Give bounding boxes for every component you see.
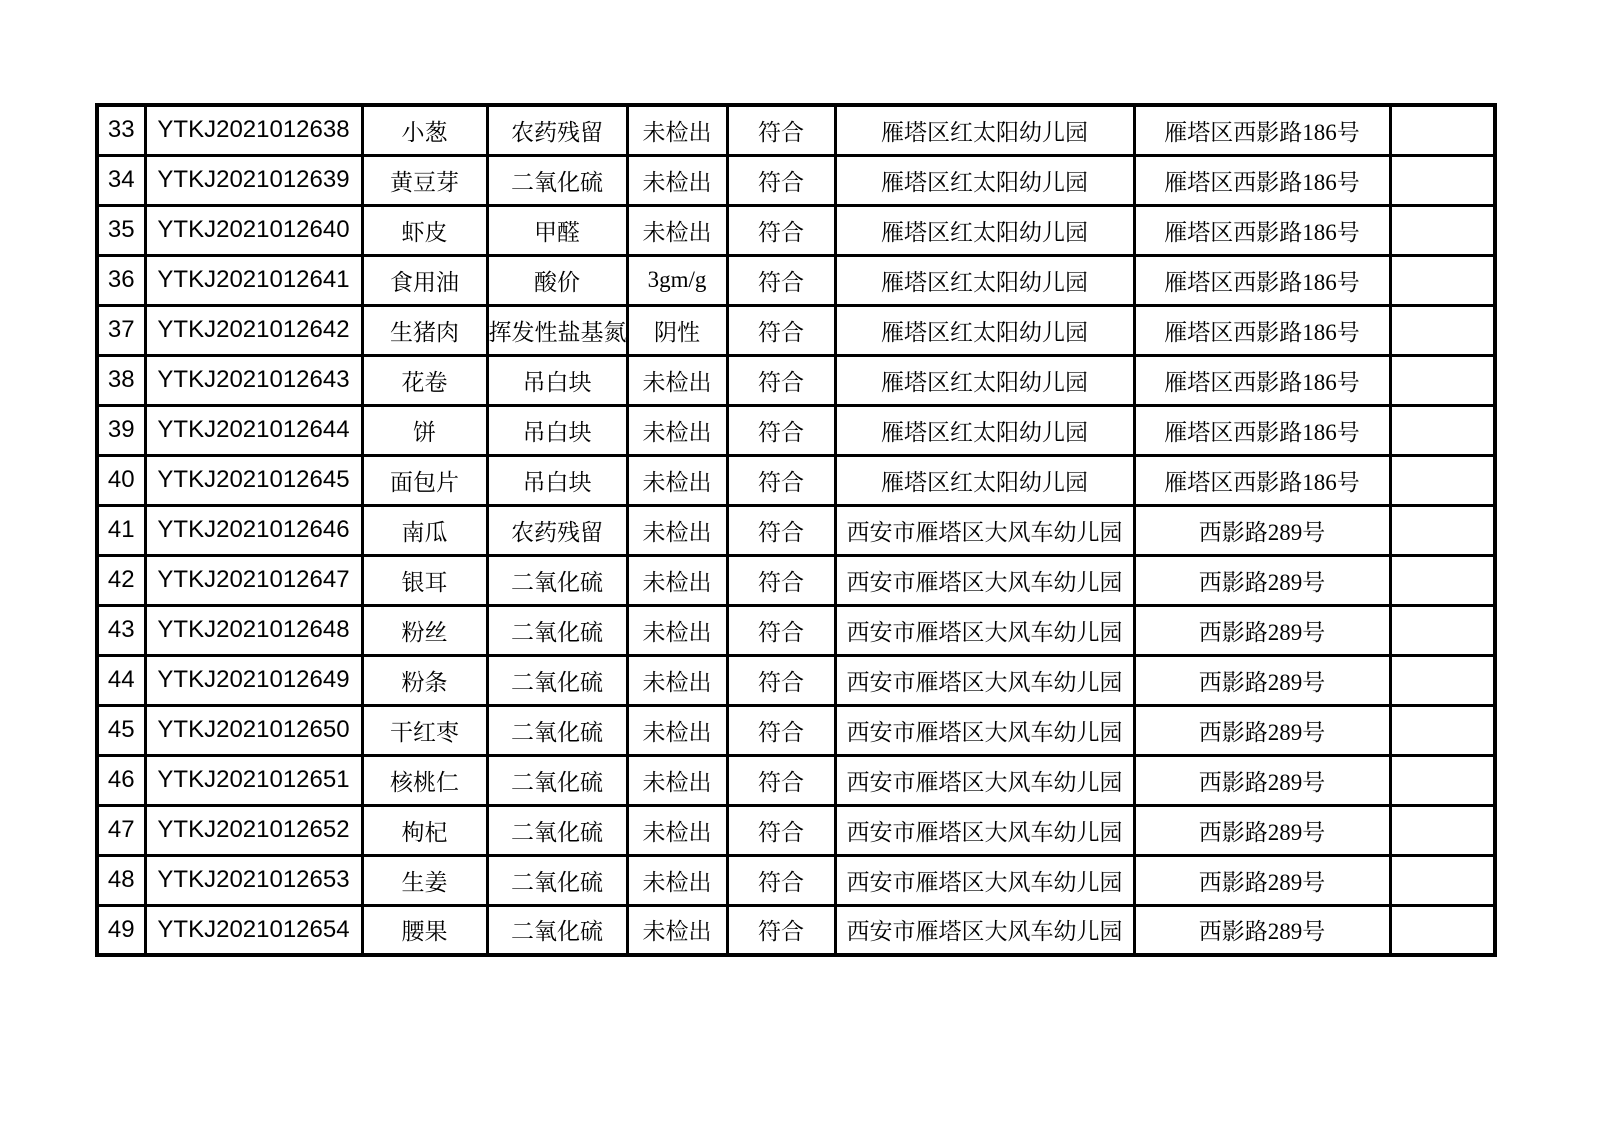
row-number-cell: 39 — [97, 405, 145, 455]
empty-note-cell — [1390, 255, 1495, 305]
sample-id-cell: YTKJ2021012653 — [145, 855, 362, 905]
organization-cell: 雁塔区红太阳幼儿园 — [835, 205, 1134, 255]
sample-id-cell: YTKJ2021012639 — [145, 155, 362, 205]
address-cell: 西影路289号 — [1134, 505, 1390, 555]
address-cell: 西影路289号 — [1134, 555, 1390, 605]
organization-cell: 西安市雁塔区大风车幼儿园 — [835, 705, 1134, 755]
conclusion-cell: 符合 — [727, 905, 835, 955]
test-item-cell: 挥发性盐基氮 — [487, 305, 627, 355]
sample-id-cell: YTKJ2021012649 — [145, 655, 362, 705]
row-number-cell: 49 — [97, 905, 145, 955]
row-number-cell: 43 — [97, 605, 145, 655]
test-result-cell: 未检出 — [627, 805, 727, 855]
row-number-cell: 45 — [97, 705, 145, 755]
test-result-cell: 未检出 — [627, 655, 727, 705]
table-row — [97, 555, 1495, 605]
table-row — [97, 805, 1495, 855]
address-cell: 西影路289号 — [1134, 655, 1390, 705]
test-result-cell: 未检出 — [627, 405, 727, 455]
test-item-cell: 二氧化硫 — [487, 605, 627, 655]
test-result-cell: 未检出 — [627, 755, 727, 805]
empty-note-cell — [1390, 705, 1495, 755]
conclusion-cell: 符合 — [727, 205, 835, 255]
organization-cell: 雁塔区红太阳幼儿园 — [835, 105, 1134, 155]
table-body — [97, 105, 1495, 955]
address-cell: 雁塔区西影路186号 — [1134, 155, 1390, 205]
empty-note-cell — [1390, 355, 1495, 405]
address-cell: 雁塔区西影路186号 — [1134, 305, 1390, 355]
organization-cell: 雁塔区红太阳幼儿园 — [835, 455, 1134, 505]
sample-id-cell: YTKJ2021012651 — [145, 755, 362, 805]
empty-note-cell — [1390, 505, 1495, 555]
organization-cell: 西安市雁塔区大风车幼儿园 — [835, 855, 1134, 905]
table-row — [97, 505, 1495, 555]
conclusion-cell: 符合 — [727, 755, 835, 805]
address-cell: 西影路289号 — [1134, 905, 1390, 955]
address-cell: 雁塔区西影路186号 — [1134, 205, 1390, 255]
row-number-cell: 40 — [97, 455, 145, 505]
table-row — [97, 305, 1495, 355]
organization-cell: 雁塔区红太阳幼儿园 — [835, 355, 1134, 405]
organization-cell: 西安市雁塔区大风车幼儿园 — [835, 505, 1134, 555]
conclusion-cell: 符合 — [727, 405, 835, 455]
table-row — [97, 755, 1495, 805]
organization-cell: 西安市雁塔区大风车幼儿园 — [835, 755, 1134, 805]
conclusion-cell: 符合 — [727, 255, 835, 305]
test-result-cell: 未检出 — [627, 705, 727, 755]
test-item-cell: 二氧化硫 — [487, 705, 627, 755]
test-item-cell: 二氧化硫 — [487, 555, 627, 605]
address-cell: 西影路289号 — [1134, 805, 1390, 855]
organization-cell: 雁塔区红太阳幼儿园 — [835, 405, 1134, 455]
table-row — [97, 605, 1495, 655]
test-item-cell: 甲醛 — [487, 205, 627, 255]
sample-id-cell: YTKJ2021012648 — [145, 605, 362, 655]
sample-name-cell: 腰果 — [362, 905, 487, 955]
sample-id-cell: YTKJ2021012654 — [145, 905, 362, 955]
sample-id-cell: YTKJ2021012645 — [145, 455, 362, 505]
sample-name-cell: 黄豆芽 — [362, 155, 487, 205]
test-item-cell: 农药残留 — [487, 505, 627, 555]
sample-name-cell: 粉丝 — [362, 605, 487, 655]
table-row — [97, 705, 1495, 755]
address-cell: 雁塔区西影路186号 — [1134, 105, 1390, 155]
test-result-cell: 未检出 — [627, 455, 727, 505]
empty-note-cell — [1390, 455, 1495, 505]
organization-cell: 雁塔区红太阳幼儿园 — [835, 255, 1134, 305]
conclusion-cell: 符合 — [727, 705, 835, 755]
test-item-cell: 二氧化硫 — [487, 655, 627, 705]
sample-id-cell: YTKJ2021012647 — [145, 555, 362, 605]
address-cell: 西影路289号 — [1134, 855, 1390, 905]
organization-cell: 雁塔区红太阳幼儿园 — [835, 155, 1134, 205]
empty-note-cell — [1390, 305, 1495, 355]
test-result-cell: 阴性 — [627, 305, 727, 355]
conclusion-cell: 符合 — [727, 605, 835, 655]
sample-name-cell: 生猪肉 — [362, 305, 487, 355]
organization-cell: 西安市雁塔区大风车幼儿园 — [835, 555, 1134, 605]
test-result-cell: 未检出 — [627, 555, 727, 605]
conclusion-cell: 符合 — [727, 355, 835, 405]
conclusion-cell: 符合 — [727, 855, 835, 905]
empty-note-cell — [1390, 855, 1495, 905]
organization-cell: 西安市雁塔区大风车幼儿园 — [835, 655, 1134, 705]
sample-name-cell: 粉条 — [362, 655, 487, 705]
empty-note-cell — [1390, 155, 1495, 205]
test-result-cell: 未检出 — [627, 205, 727, 255]
sample-id-cell: YTKJ2021012650 — [145, 705, 362, 755]
sample-id-cell: YTKJ2021012640 — [145, 205, 362, 255]
test-result-cell: 未检出 — [627, 855, 727, 905]
row-number-cell: 36 — [97, 255, 145, 305]
sample-id-cell: YTKJ2021012641 — [145, 255, 362, 305]
organization-cell: 西安市雁塔区大风车幼儿园 — [835, 905, 1134, 955]
address-cell: 西影路289号 — [1134, 705, 1390, 755]
empty-note-cell — [1390, 405, 1495, 455]
empty-note-cell — [1390, 605, 1495, 655]
organization-cell: 西安市雁塔区大风车幼儿园 — [835, 605, 1134, 655]
test-result-cell: 未检出 — [627, 355, 727, 405]
empty-note-cell — [1390, 905, 1495, 955]
sample-id-cell: YTKJ2021012652 — [145, 805, 362, 855]
test-result-cell: 3gm/g — [627, 255, 727, 305]
conclusion-cell: 符合 — [727, 155, 835, 205]
row-number-cell: 41 — [97, 505, 145, 555]
inspection-results-table — [95, 103, 1497, 957]
table-row — [97, 255, 1495, 305]
empty-note-cell — [1390, 205, 1495, 255]
address-cell: 雁塔区西影路186号 — [1134, 405, 1390, 455]
conclusion-cell: 符合 — [727, 455, 835, 505]
test-item-cell: 二氧化硫 — [487, 905, 627, 955]
sample-name-cell: 南瓜 — [362, 505, 487, 555]
address-cell: 雁塔区西影路186号 — [1134, 255, 1390, 305]
empty-note-cell — [1390, 755, 1495, 805]
table-row — [97, 105, 1495, 155]
sample-name-cell: 核桃仁 — [362, 755, 487, 805]
row-number-cell: 38 — [97, 355, 145, 405]
row-number-cell: 46 — [97, 755, 145, 805]
sample-name-cell: 面包片 — [362, 455, 487, 505]
table-row — [97, 455, 1495, 505]
test-item-cell: 酸价 — [487, 255, 627, 305]
organization-cell: 西安市雁塔区大风车幼儿园 — [835, 805, 1134, 855]
empty-note-cell — [1390, 655, 1495, 705]
row-number-cell: 48 — [97, 855, 145, 905]
test-item-cell: 二氧化硫 — [487, 755, 627, 805]
test-item-cell: 二氧化硫 — [487, 855, 627, 905]
test-item-cell: 吊白块 — [487, 455, 627, 505]
table-row — [97, 905, 1495, 955]
conclusion-cell: 符合 — [727, 555, 835, 605]
conclusion-cell: 符合 — [727, 305, 835, 355]
test-result-cell: 未检出 — [627, 505, 727, 555]
sample-name-cell: 枸杞 — [362, 805, 487, 855]
sample-id-cell: YTKJ2021012642 — [145, 305, 362, 355]
test-item-cell: 二氧化硫 — [487, 805, 627, 855]
empty-note-cell — [1390, 555, 1495, 605]
sample-name-cell: 生姜 — [362, 855, 487, 905]
test-item-cell: 二氧化硫 — [487, 155, 627, 205]
empty-note-cell — [1390, 805, 1495, 855]
conclusion-cell: 符合 — [727, 805, 835, 855]
test-item-cell: 吊白块 — [487, 355, 627, 405]
sample-id-cell: YTKJ2021012643 — [145, 355, 362, 405]
sample-name-cell: 虾皮 — [362, 205, 487, 255]
conclusion-cell: 符合 — [727, 655, 835, 705]
conclusion-cell: 符合 — [727, 505, 835, 555]
sample-id-cell: YTKJ2021012644 — [145, 405, 362, 455]
test-result-cell: 未检出 — [627, 905, 727, 955]
row-number-cell: 37 — [97, 305, 145, 355]
test-item-cell: 农药残留 — [487, 105, 627, 155]
organization-cell: 雁塔区红太阳幼儿园 — [835, 305, 1134, 355]
table-row — [97, 855, 1495, 905]
row-number-cell: 35 — [97, 205, 145, 255]
test-result-cell: 未检出 — [627, 605, 727, 655]
address-cell: 西影路289号 — [1134, 605, 1390, 655]
test-item-cell: 吊白块 — [487, 405, 627, 455]
test-result-cell: 未检出 — [627, 105, 727, 155]
conclusion-cell: 符合 — [727, 105, 835, 155]
sample-name-cell: 干红枣 — [362, 705, 487, 755]
row-number-cell: 44 — [97, 655, 145, 705]
sample-name-cell: 银耳 — [362, 555, 487, 605]
sample-name-cell: 饼 — [362, 405, 487, 455]
address-cell: 雁塔区西影路186号 — [1134, 455, 1390, 505]
table-row — [97, 205, 1495, 255]
sample-id-cell: YTKJ2021012638 — [145, 105, 362, 155]
table-row — [97, 405, 1495, 455]
empty-note-cell — [1390, 105, 1495, 155]
sample-name-cell: 食用油 — [362, 255, 487, 305]
address-cell: 雁塔区西影路186号 — [1134, 355, 1390, 405]
row-number-cell: 42 — [97, 555, 145, 605]
table-row — [97, 655, 1495, 705]
test-result-cell: 未检出 — [627, 155, 727, 205]
sample-id-cell: YTKJ2021012646 — [145, 505, 362, 555]
row-number-cell: 33 — [97, 105, 145, 155]
sample-name-cell: 小葱 — [362, 105, 487, 155]
row-number-cell: 47 — [97, 805, 145, 855]
row-number-cell: 34 — [97, 155, 145, 205]
table-row — [97, 355, 1495, 405]
table-row — [97, 155, 1495, 205]
sample-name-cell: 花卷 — [362, 355, 487, 405]
address-cell: 西影路289号 — [1134, 755, 1390, 805]
